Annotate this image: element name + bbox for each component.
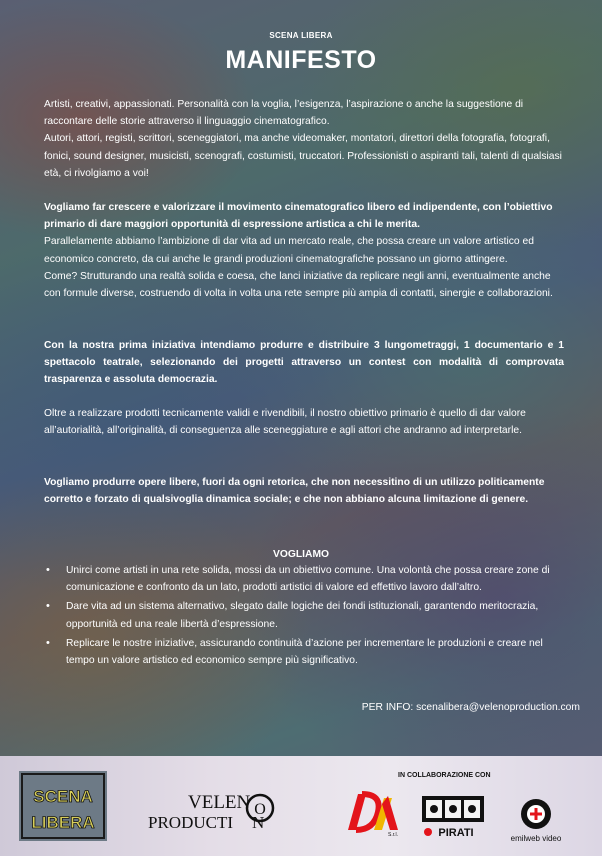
veleno-word: VELEN: [188, 792, 251, 813]
initiative-paragraph: [44, 337, 564, 389]
dna-logo: [344, 786, 402, 838]
footer: [0, 756, 602, 856]
goals-paragraph: [44, 199, 564, 302]
header-subtitle: SCENA LIBERA: [269, 31, 333, 40]
production-word: PRODUCTI: [148, 813, 234, 832]
list-item-text: Replicare le nostre iniziative, assicurando continuità d’azione per incrementare le produzioni e creare nel tempo un valore artistico ed economico sempre più significativo.: [66, 637, 543, 667]
bullet-icon: •: [46, 600, 50, 613]
scena-libera-logo: [18, 770, 108, 842]
veleno-o: O: [254, 801, 266, 818]
contact-info: PER INFO: scenalibera@velenoproduction.com: [361, 702, 580, 713]
dna-srl: S.r.l.: [388, 832, 399, 838]
goals-line-2: Parallelamente abbiamo l’ambizione di dar vita ad un mercato reale, che possa creare un valore artistico ed economico concreto, da cui anche le grandi produzioni cinematografiche possano un giorno attingere.: [44, 236, 534, 265]
veleno-production-logo: [146, 786, 298, 836]
wants-list: [46, 562, 566, 671]
pirati-word: PIRATI: [438, 827, 474, 839]
list-item-text: Unirci come artisti in una rete solida, mossi da un obiettivo comune. Una volontà che possa creare zone di comunicazione e confronto da un lato, prodotti artistici di valore ed effettivo lavoro dall’altro.: [66, 565, 550, 594]
bullet-icon: •: [46, 636, 50, 649]
free-works-paragraph: [44, 474, 564, 508]
list-item: [46, 562, 566, 596]
pirati-logo: [420, 794, 486, 844]
emilweb-video-logo: [506, 796, 566, 846]
objective-text: Oltre a realizzare prodotti tecnicamente validi e rivendibili, il nostro obiettivo primario è quello di dar valore all’autorialità, all’originalità, di conseguenza alle sceneggiature e agli attori che andranno ad interpretarle.: [44, 408, 526, 437]
free-works-text: Vogliamo produrre opere libere, fuori da ogni retorica, che non necessitino di un utilizzo politicamente corretto e forzato di qualsivoglia dinamica sociale; e che non abbiano alcuna limitazione di genere.: [44, 477, 545, 506]
intro-paragraph: [44, 96, 564, 182]
emilweb-word: emilweb video: [510, 834, 562, 843]
initiative-text: Con la nostra prima iniziativa intendiamo produrre e distribuire 3 lungometraggi, 1 documentario e 1 spettacolo teatrale, selezionando dei progetti attraverso un contest con modalità di comprovata trasparenza e assoluta democrazia.: [44, 340, 564, 386]
collaboration-label: IN COLLABORAZIONE CON: [398, 772, 491, 779]
list-item-text: Dare vita ad un sistema alternativo, slegato dalle logiche dei fondi istituzionali, garantendo meritocrazia, opportunità ed una reale libertà d’espressione.: [66, 601, 539, 630]
intro-line-1: Artisti, creativi, appassionati. Personalità con la voglia, l’esigenza, l’aspirazione o anche la suggestione di raccontare delle storie attraverso il linguaggio cinematografico.: [44, 99, 524, 128]
list-item: [46, 635, 566, 669]
intro-line-2: Autori, attori, registi, scrittori, sceneggiatori, ma anche videomaker, montatori, direttori della fotografia, fotografi, fonici, sound designer, musicisti, scenografi, costumisti, truccatori. Professionisti o aspiranti tali, talenti di qualsiasi età, ci rivolgiamo a voi!: [44, 133, 562, 179]
bullet-icon: •: [46, 564, 50, 576]
goals-line-3: Come? Strutturando una realtà solida e coesa, che lanci iniziative da replicare negli anni, eventualmente anche con formule diverse, costruendo di volta in volta una rete sempre più ampia di contatti, sinergie e collaborazioni.: [44, 270, 553, 300]
page-title: MANIFESTO: [225, 46, 377, 74]
scena-logo-word-1: SCENA: [33, 787, 93, 806]
scena-logo-word-2: LIBERA: [31, 813, 95, 832]
list-item: [46, 598, 566, 632]
objective-paragraph: [44, 405, 564, 439]
goals-line-1: Vogliamo far crescere e valorizzare il movimento cinematografico libero ed indipendente, con l’obiettivo primario di dare maggiori opportunità di espressione artistica a chi le merita.: [44, 202, 553, 231]
wants-title: VOGLIAMO: [272, 549, 330, 560]
production-n: N: [252, 813, 265, 832]
